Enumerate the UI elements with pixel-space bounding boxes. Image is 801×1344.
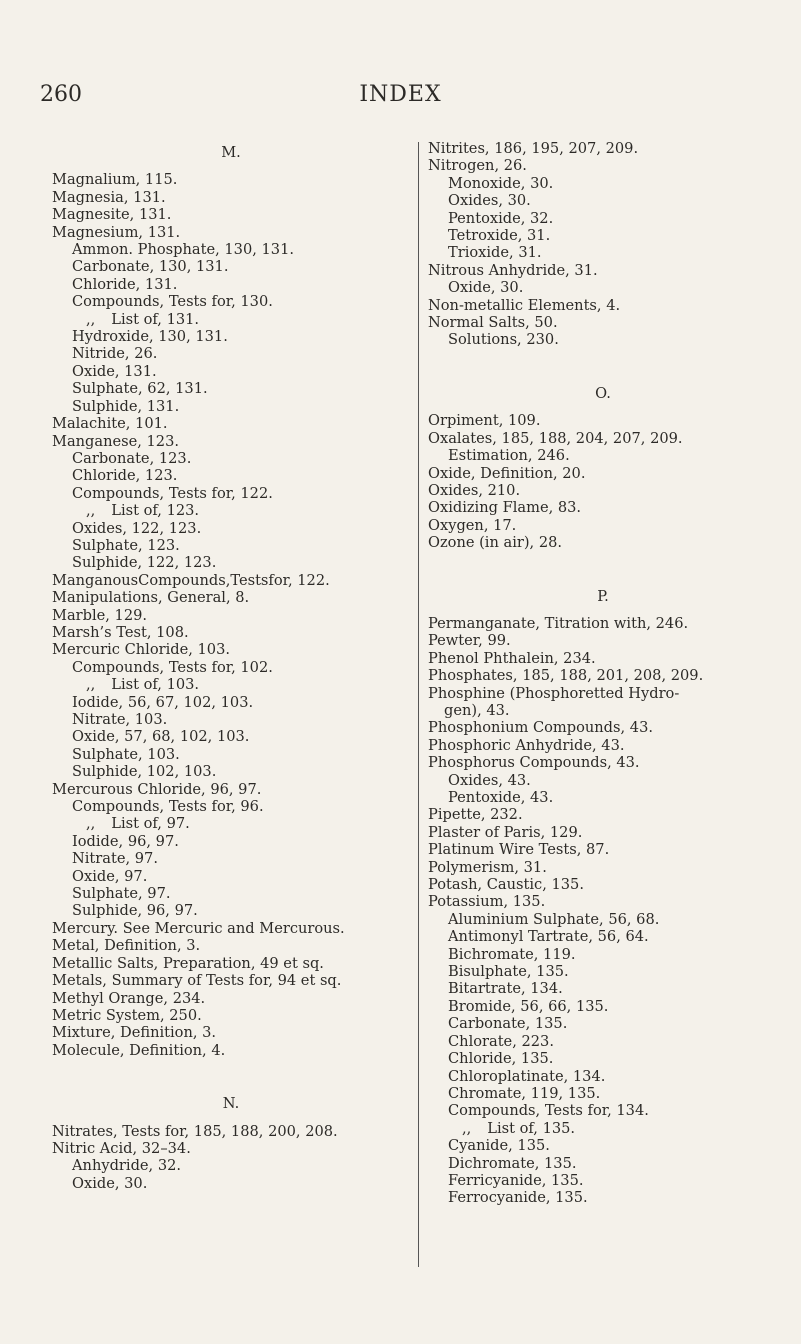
index-entry: Metric System, 250.	[52, 1006, 202, 1024]
index-entry: Phosphine (Phosphoretted Hydro-	[428, 684, 680, 702]
index-entry: Normal Salts, 50.	[428, 314, 558, 332]
section-heading-m: M.	[221, 144, 241, 161]
index-subentry: Sulphide, 131.	[72, 397, 180, 415]
index-subentry: Compounds, Tests for, 96.	[72, 798, 264, 816]
index-subentry: Sulphide, 102, 103.	[72, 763, 217, 781]
index-entry: Manganese, 123.	[52, 432, 180, 450]
index-section-m	[52, 171, 410, 1059]
index-subentry: Pentoxide, 32.	[448, 209, 554, 227]
index-subentry: Estimation, 246.	[448, 447, 570, 465]
index-subentry: Anhydride, 32.	[72, 1157, 182, 1175]
index-subentry: Compounds, Tests for, 130.	[72, 293, 273, 311]
index-subentry: Oxide, 57, 68, 102, 103.	[72, 728, 250, 746]
index-entry: Oxides, 210.	[428, 481, 521, 499]
index-entry: Permanganate, Titration with, 246.	[428, 614, 689, 632]
column-divider	[418, 142, 419, 1267]
index-subentry: Ferricyanide, 135.	[448, 1171, 584, 1189]
index-entry: Magnalium, 115.	[52, 171, 178, 189]
index-subentry: Chlorate, 223.	[448, 1032, 554, 1050]
index-entry: Metals, Summary of Tests for, 94 et sq.	[52, 972, 342, 990]
section-heading-p: P.	[597, 587, 609, 605]
index-entry: Phosphorus Compounds, 43.	[428, 754, 640, 772]
index-entry: Phosphonium Compounds, 43.	[428, 719, 653, 737]
index-subentry: Trioxide, 31.	[448, 244, 542, 262]
index-subentry: Tetroxide, 31.	[448, 227, 551, 245]
index-entry: Phosphoric Anhydride, 43.	[428, 736, 625, 754]
index-entry: Nitrites, 186, 195, 207, 209.	[428, 140, 639, 157]
index-subentry: Iodide, 56, 67, 102, 103.	[72, 693, 254, 711]
index-entry: Mercuric Chloride, 103.	[52, 641, 230, 659]
index-subentry: Oxides, 43.	[448, 771, 531, 789]
index-entry: Manipulations, General, 8.	[52, 589, 250, 607]
index-subentry: Antimonyl Tartrate, 56, 64.	[448, 928, 649, 946]
index-entry: Oxidizing Flame, 83.	[428, 499, 582, 517]
index-subentry: Bisulphate, 135.	[448, 963, 569, 981]
index-subentry: Iodide, 96, 97.	[72, 832, 179, 850]
index-entry: Magnesium, 131.	[52, 223, 181, 241]
index-subentry: Oxide, 97.	[72, 867, 148, 885]
index-subentry: Oxide, 30.	[448, 279, 524, 297]
index-section-n-continued	[428, 140, 778, 349]
index-entry-continuation: gen), 43.	[444, 701, 510, 719]
index-subentry: Pentoxide, 43.	[448, 789, 554, 806]
index-subentry: Ferrocyanide, 135.	[448, 1189, 588, 1207]
index-entry: Metal, Definition, 3.	[52, 937, 201, 955]
index-entry: Pipette, 232.	[428, 806, 523, 824]
page-header	[0, 82, 801, 112]
index-entry: Mixture, Definition, 3.	[52, 1024, 217, 1042]
index-subentry: Chromate, 119, 135.	[448, 1084, 601, 1102]
index-entry: Polymerism, 31.	[428, 858, 547, 876]
index-subentry: Compounds, Tests for, 134.	[448, 1102, 649, 1120]
index-entry: ManganousCompounds,Testsfor, 122.	[52, 571, 330, 589]
index-subentry: Nitride, 26.	[72, 345, 158, 363]
index-ditto-entry: ,, List of, 123.	[86, 502, 200, 520]
index-entry: Non-metallic Elements, 4.	[428, 296, 621, 314]
index-subentry: Chloride, 131.	[72, 275, 178, 293]
index-subentry: Nitrate, 103.	[72, 711, 168, 728]
index-subentry: Oxide, 30.	[72, 1174, 148, 1192]
index-ditto-entry: ,, List of, 97.	[86, 815, 190, 833]
index-subentry: Carbonate, 130, 131.	[72, 258, 229, 276]
index-section-n	[52, 1123, 410, 1193]
index-entry: Mercury. See Mercuric and Mercurous.	[52, 919, 345, 937]
index-entry: Phosphates, 185, 188, 201, 208, 209.	[428, 667, 704, 685]
section-heading-o: O.	[595, 384, 611, 402]
index-entry: Plaster of Paris, 129.	[428, 823, 583, 841]
right-column	[428, 140, 778, 1207]
index-entry: Malachite, 101.	[52, 415, 168, 433]
index-entry: Phenol Phthalein, 234.	[428, 649, 596, 667]
index-subentry: Compounds, Tests for, 122.	[72, 484, 273, 502]
section-heading-n: N.	[222, 1095, 240, 1113]
index-entry: Metallic Salts, Preparation, 49 et sq.	[52, 954, 324, 972]
index-subentry: Cyanide, 135.	[448, 1137, 550, 1155]
page-number: 260	[40, 82, 82, 107]
index-subentry: Hydroxide, 130, 131.	[72, 328, 228, 346]
index-subentry: Chloride, 123.	[72, 467, 178, 485]
index-ditto-entry: ,, List of, 103.	[86, 676, 200, 694]
index-subentry: Chloroplatinate, 134.	[448, 1067, 606, 1085]
index-entry: Magnesia, 131.	[52, 188, 166, 206]
index-subentry: Ammon. Phosphate, 130, 131.	[72, 241, 295, 259]
index-subentry: Solutions, 230.	[448, 331, 559, 349]
index-entry: Potassium, 135.	[428, 893, 546, 911]
index-subentry: Compounds, Tests for, 102.	[72, 658, 273, 676]
index-subentry: Sulphate, 103.	[72, 745, 180, 763]
index-subentry: Oxide, 131.	[72, 362, 157, 380]
index-subentry: Sulphate, 123.	[72, 536, 180, 554]
index-entry: Potash, Caustic, 135.	[428, 876, 584, 894]
index-subentry: Bichromate, 119.	[448, 945, 576, 963]
index-entry: Marble, 129.	[52, 606, 148, 624]
index-section-p	[428, 615, 778, 1207]
index-entry: Mercurous Chloride, 96, 97.	[52, 780, 262, 798]
index-entry: Molecule, Definition, 4.	[52, 1041, 226, 1059]
index-entry: Pewter, 99.	[428, 632, 511, 650]
index-subentry: Bromide, 56, 66, 135.	[448, 997, 609, 1015]
index-entry: Nitrous Anhydride, 31.	[428, 261, 598, 279]
page-title: INDEX	[359, 82, 442, 107]
index-ditto-entry: ,, List of, 131.	[86, 310, 200, 328]
index-entry: Orpiment, 109.	[428, 412, 541, 430]
index-subentry: Oxides, 122, 123.	[72, 519, 202, 537]
index-entry: Ozone (in air), 28.	[428, 534, 563, 552]
index-entry: Oxygen, 17.	[428, 516, 517, 534]
index-entry: Nitrates, Tests for, 185, 188, 200, 208.	[52, 1122, 338, 1140]
index-subentry: Bitartrate, 134.	[448, 980, 563, 998]
left-column	[52, 140, 410, 1192]
index-entry: Methyl Orange, 234.	[52, 989, 206, 1007]
index-subentry: Oxides, 30.	[448, 192, 531, 210]
index-subentry: Sulphate, 97.	[72, 885, 171, 903]
index-subentry: Aluminium Sulphate, 56, 68.	[448, 910, 660, 928]
index-entry: Oxalates, 185, 188, 204, 207, 209.	[428, 429, 683, 447]
index-entry: Nitrogen, 26.	[428, 157, 527, 175]
index-subentry: Sulphide, 96, 97.	[72, 902, 198, 920]
index-ditto-entry: ,, List of, 135.	[462, 1119, 576, 1137]
index-subentry: Chloride, 135.	[448, 1050, 554, 1068]
index-subentry: Dichromate, 135.	[448, 1154, 577, 1172]
index-entry: Nitric Acid, 32–34.	[52, 1139, 191, 1157]
index-entry: Platinum Wire Tests, 87.	[428, 841, 610, 859]
index-subentry: Carbonate, 135.	[448, 1015, 568, 1033]
index-section-o	[428, 412, 778, 551]
index-entry: Oxide, Definition, 20.	[428, 464, 586, 482]
index-subentry: Monoxide, 30.	[448, 174, 554, 192]
index-subentry: Sulphide, 122, 123.	[72, 554, 217, 572]
index-entry: Magnesite, 131.	[52, 206, 172, 224]
index-subentry: Carbonate, 123.	[72, 449, 192, 467]
index-subentry: Sulphate, 62, 131.	[72, 380, 208, 398]
index-entry: Marsh’s Test, 108.	[52, 623, 189, 641]
index-subentry: Nitrate, 97.	[72, 850, 158, 868]
